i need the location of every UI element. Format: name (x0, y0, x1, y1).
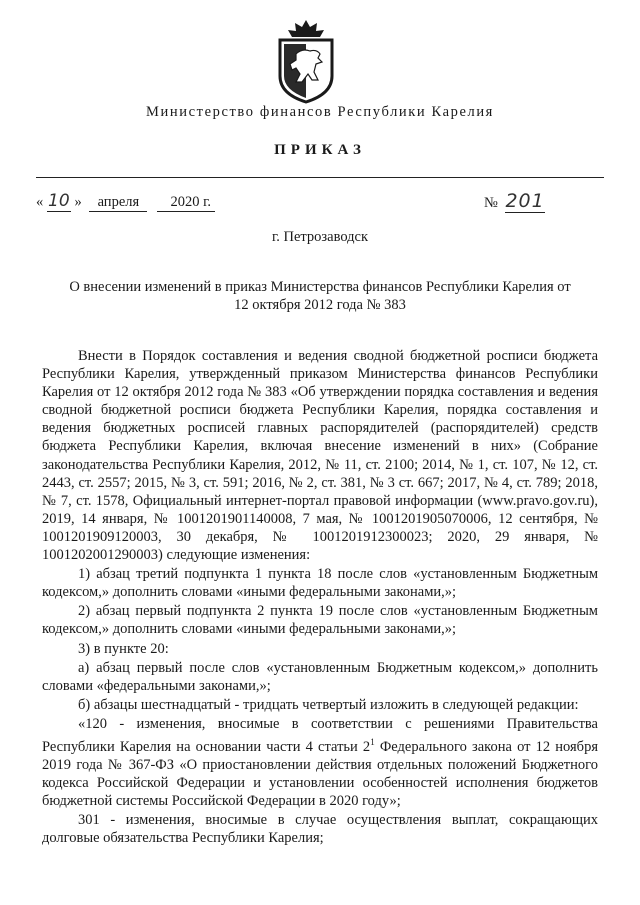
order-date (36, 191, 215, 212)
date-year: 2020 г. (157, 194, 215, 212)
order-number-value: 201 (505, 190, 545, 212)
order-number (484, 190, 545, 212)
body-paragraph: Внести в Порядок составления и ведения сводной бюджетной росписи бюджета Республики Карелия, утвержденный приказом Министерства финансов Республики Карелия от 12 октября 2012 года № 383 «Об утверждении порядка составления и ведения сводной бюджетной росписи бюджета Республики Карелия, порядка составления и ведения бюджетных росписей главных распорядителей (распорядителей) средств бюджета Республики Карелия, включая внесение изменений в них» (Собрание законодательства Республики Карелия, 2012, № 11, ст. 2100; 2014, № 1, ст. 107, № 12, ст. 2443, ст. 2557; 2015, № 3, ст. 591; 2016, № 2, ст. 381, № 3 ст. 667; 2017, № 4, ст. 789; 2018, № 7, ст. 1578, Официальный интернет-портал правовой информации (www.pravo.gov.ru), 2019, 14 января, № 1001201901140008, 7 мая, № 1001201905070006, 12 сентября, № 1001201909120003, 30 декабря, № 1001201912300023; 2020, 29 января, № 1001202001290003) следующие изменения: (42, 348, 598, 564)
date-day: 10 (48, 191, 70, 211)
order-subject (48, 278, 592, 314)
city-name: г. Петрозаводск (271, 229, 369, 245)
subject-line-2: 12 октября 2012 года № 383 (234, 297, 406, 313)
body-paragraph: а) абзац первый после слов «установленным Бюджетным кодексом,» дополнить словами «федеральными законами,»; (42, 659, 598, 694)
header-divider (36, 177, 604, 178)
body-paragraph: 3) в пункте 20: (78, 640, 169, 657)
body-paragraph: 301 - изменения, вносимые в случае осуществления выплат, сокращающих долговые обязательства Республики Карелия; (42, 812, 598, 847)
body-paragraph (42, 715, 598, 810)
subject-line-1: О внесении изменений в приказ Министерства финансов Республики Карелия от (69, 279, 571, 295)
order-number-prefix: № (484, 195, 498, 211)
body-text-segment: «120 - изменения, вносимые в соответствии с решениями Правительства Республики Карелия на основании части 4 статьи 2 (42, 715, 598, 755)
document-type-title: ПРИКАЗ (274, 142, 366, 158)
superscript: 1 (370, 736, 375, 747)
body-paragraph: б) абзацы шестнадцатый - тридцать четвертый изложить в следующей редакции: (78, 696, 579, 713)
body-paragraph: 2) абзац первый подпункта 2 пункта 19 после слов «установленным Бюджетным кодексом,» дополнить словами «иными федеральными законами,»; (42, 603, 598, 638)
order-body (42, 347, 598, 847)
date-month: апреля (89, 194, 147, 212)
body-paragraph: 1) абзац третий подпункта 1 пункта 18 после слов «установленным Бюджетным кодексом,» дополнить словами «иными федеральными законами,»; (42, 566, 598, 601)
date-close-quote: » (74, 194, 82, 210)
ministry-name: Министерство финансов Республики Карелия (146, 104, 494, 120)
karelia-coat-of-arms-icon (272, 18, 340, 104)
date-open-quote: « (36, 194, 44, 210)
body-text-segment: Федерального закона от 12 ноября 2019 года № 367-ФЗ «О приостановлении действия отдельных положений Бюджетного кодекса Российской Федерации и установлении особенностей исполнения бюджетов бюджетной системы Российской Федерации в 2020 году»; (42, 738, 598, 810)
